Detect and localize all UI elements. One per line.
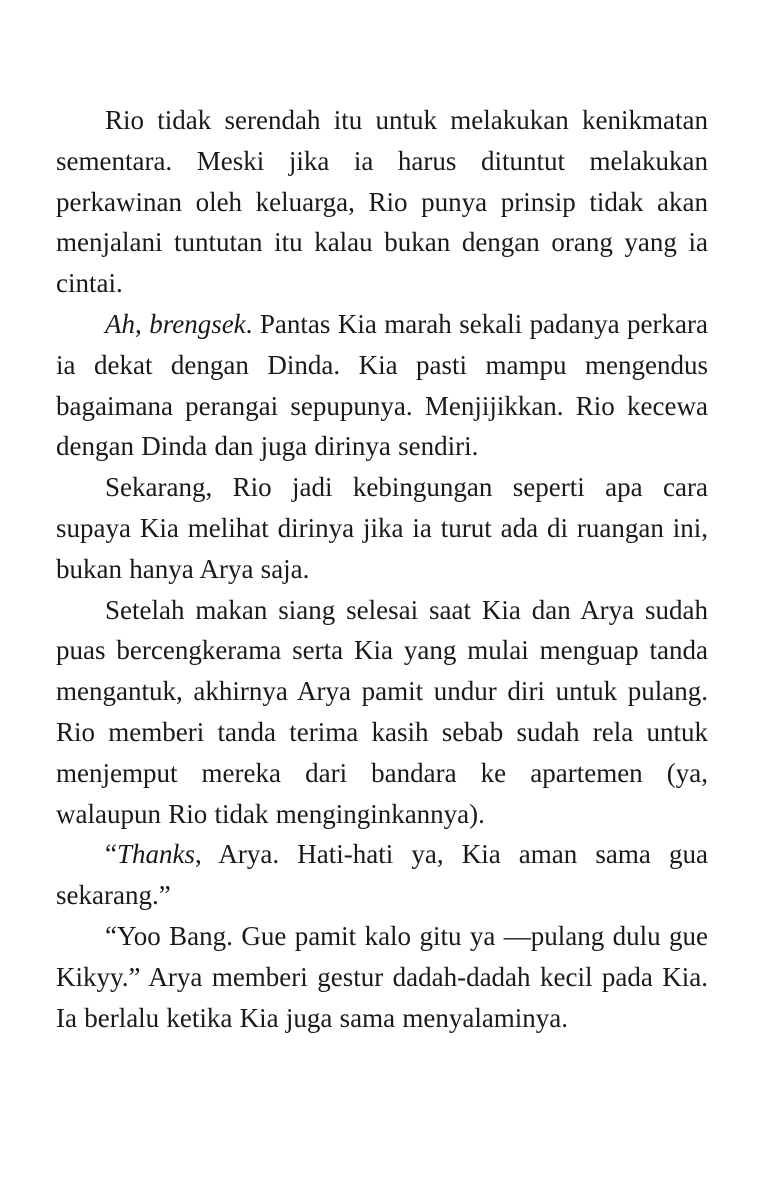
paragraph-5-dialogue (56, 834, 708, 916)
paragraph-3 (56, 467, 708, 589)
paragraph-italic-text: Thanks (116, 839, 195, 870)
paragraph-4 (56, 590, 708, 835)
paragraph-text: . Pantas Kia marah sekali padanya perkara ia dekat dengan Dinda. Kia pasti mampu mengendus bagaimana perangai sepupunya. Menjijikkan. Rio kecewa dengan Dinda dan juga dirinya sendiri. (56, 308, 708, 462)
paragraph-italic-text: Ah, brengsek (105, 308, 246, 339)
paragraph-text: Setelah makan siang selesai saat Kia dan Arya sudah puas bercengkerama serta Kia yang mulai menguap tanda mengantuk, akhirnya Arya pamit undur diri untuk pulang. Rio memberi tanda terima kasih sebab sudah rela untuk menjemput mereka dari bandara ke apartemen (ya, walaupun Rio tidak menginginkannya). (56, 594, 708, 829)
paragraph-1 (56, 100, 708, 304)
paragraph-6-dialogue (56, 916, 708, 1038)
paragraph-2 (56, 304, 708, 467)
open-quote: “ (105, 839, 117, 870)
paragraph-text: , Arya. Hati-hati ya, Kia aman sama gua sekarang.” (56, 839, 708, 911)
paragraph-text: Rio tidak serendah itu untuk melakukan kenikmatan sementara. Meski jika ia harus dituntut melakukan perkawinan oleh keluarga, Rio punya prinsip tidak akan menjalani tuntutan itu kalau bukan dengan orang yang ia cintai. (56, 105, 708, 299)
paragraph-text: Sekarang, Rio jadi kebingungan seperti apa cara supaya Kia melihat dirinya jika ia turut ada di ruangan ini, bukan hanya Arya saja. (56, 472, 708, 584)
book-page (56, 100, 708, 1038)
paragraph-text: “Yoo Bang. Gue pamit kalo gitu ya —pulang dulu gue Kikyy.” Arya memberi gestur dadah-dadah kecil pada Kia. Ia berlalu ketika Kia juga sama menyalaminya. (56, 920, 708, 1033)
